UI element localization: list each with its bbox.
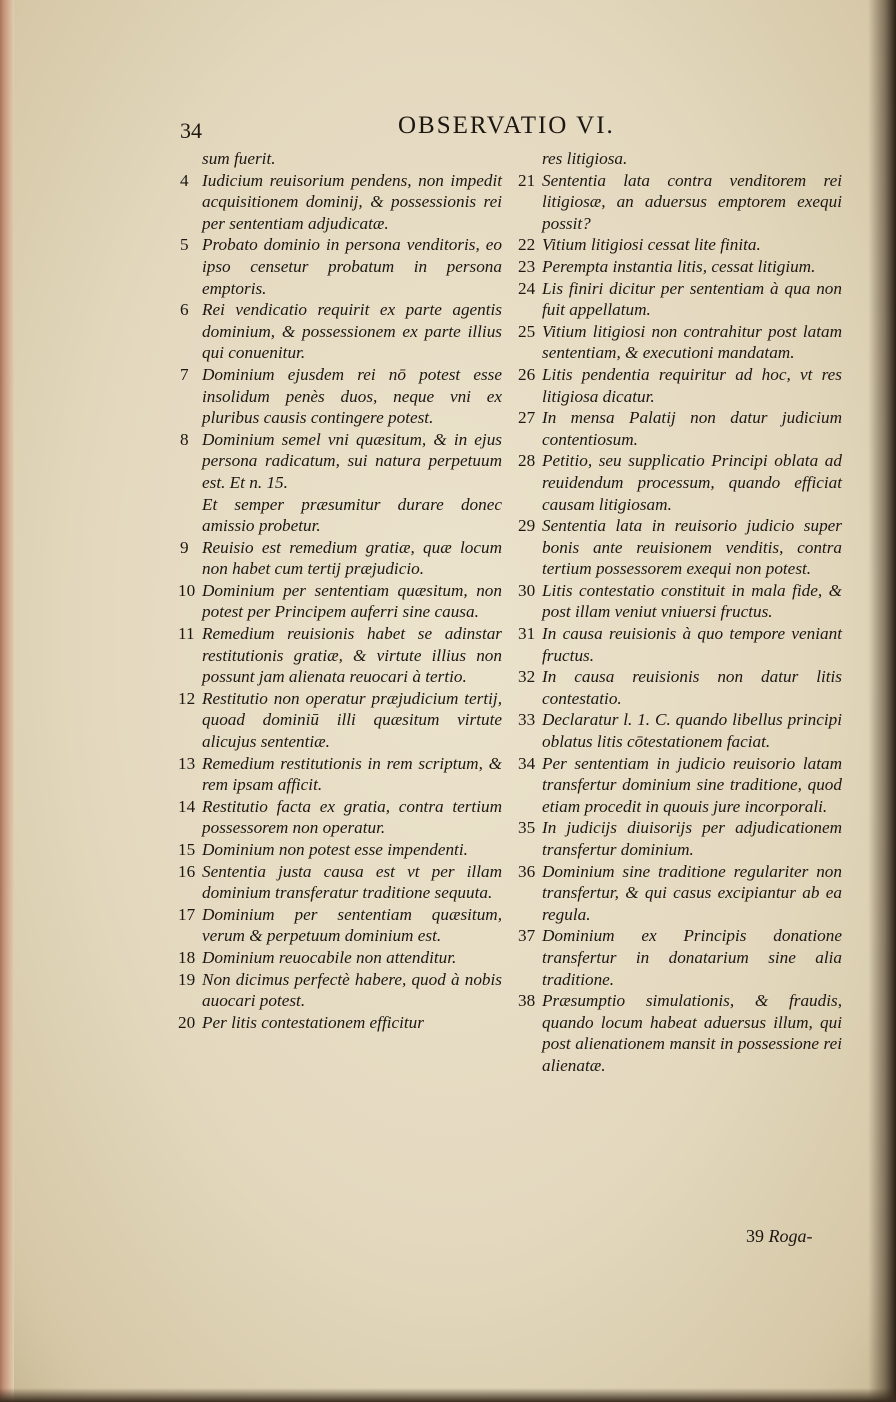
entry-number: 16 — [178, 861, 196, 881]
entry-number: 24 — [518, 278, 536, 298]
entry-text: Non dicimus perfectè habere, quod à nobis auocari potest. — [202, 969, 502, 1011]
entry-number: 23 — [518, 256, 536, 276]
summary-entry — [180, 537, 502, 580]
entry-text: Perempta instantia litis, cessat litigium. — [542, 256, 816, 276]
entry-number: 13 — [178, 753, 196, 773]
entry-text: Rei vendicatio requirit ex parte agentis dominium, & possessionem ex parte illius qui conuenitur. — [202, 300, 502, 363]
summary-entry — [520, 817, 842, 860]
entry-number: 14 — [178, 796, 196, 816]
left-column — [180, 148, 502, 1033]
entry-text: Lis finiri dicitur per sententiam à qua non fuit appellatum. — [542, 278, 842, 320]
summary-entry — [520, 364, 842, 407]
entry-number: 25 — [518, 321, 536, 341]
entry-text: Litis contestatio constituit in mala fide, & post illam veniut vniuersi fructus. — [542, 580, 842, 622]
catchword-text: Roga- — [768, 1226, 813, 1246]
entry-text: In mensa Palatij non datur judicium contentiosum. — [542, 408, 842, 449]
entry-number: 17 — [178, 904, 196, 924]
entry-number: 11 — [178, 624, 195, 644]
entry-text: Sententia lata contra venditorem rei litigiosæ, an aduersus emptorem exequi possit? — [542, 170, 842, 233]
entry-text: Probato dominio in persona venditoris, eo ipso censetur probatum in persona emptoris. — [202, 235, 502, 298]
entry-number: 9 — [180, 537, 189, 557]
catchword-number: 39 — [746, 1226, 764, 1246]
summary-entry — [180, 429, 502, 494]
entry-number: 30 — [518, 580, 536, 600]
entry-number: 37 — [518, 926, 536, 946]
entry-number: 6 — [180, 300, 189, 320]
entry-text: Vitium litigiosi non contrahitur post latam sententiam, & executioni mandatam. — [542, 321, 842, 363]
entry-text: Remedium restitutionis in rem scriptum, & rem ipsam afficit. — [202, 753, 502, 795]
page-left-edge — [0, 0, 14, 1402]
entry-number: 27 — [518, 408, 536, 428]
entry-number: 15 — [178, 840, 196, 859]
entry-text: Restitutio non operatur præjudicium tertij, quoad dominiū illi quæsitum virtute alicujus sententiæ. — [202, 688, 502, 752]
summary-entry — [520, 925, 842, 990]
entry-number: 28 — [518, 451, 536, 471]
entry-text: Præsumptio simulationis, & fraudis, quando locum habeat aduersus illum, qui post alienationem mansit in possessione rei alienatæ. — [542, 991, 842, 1075]
entry-text: res litigiosa. — [542, 149, 628, 168]
entry-text: Dominium ex Principis donatione transfertur in donatarium sine alia traditione. — [542, 926, 842, 989]
entry-text: Dominium non potest esse impendenti. — [202, 840, 468, 859]
summary-entry — [520, 450, 842, 515]
entry-text: Dominium reuocabile non attenditur. — [202, 947, 457, 967]
summary-entry — [520, 753, 842, 818]
summary-entry — [180, 688, 502, 753]
summary-entry — [180, 580, 502, 623]
entry-text: Reuisio est remedium gratiæ, quæ locum non habet cum tertij præjudicio. — [202, 537, 502, 579]
entry-number: 21 — [518, 170, 536, 190]
summary-entry — [180, 299, 502, 364]
summary-entry — [180, 494, 502, 537]
entry-text: sum fuerit. — [202, 149, 276, 168]
entry-text: Dominium ejusdem rei nō potest esse insolidum penès duos, neque vni ex pluribus causis contingere potest. — [202, 364, 502, 428]
entry-number: 20 — [178, 1012, 196, 1032]
page-right-shadow — [868, 0, 896, 1402]
summary-entry — [520, 515, 842, 580]
summary-entry — [180, 861, 502, 904]
entry-text: Vitium litigiosi cessat lite finita. — [542, 235, 761, 255]
entry-text: Remedium reuisionis habet se adinstar restitutionis gratiæ, & virtute illius non possunt jam alienata reuocari à tertio. — [202, 624, 502, 687]
entry-number: 12 — [178, 688, 196, 708]
entry-number: 18 — [178, 947, 196, 967]
right-column — [520, 148, 842, 1077]
entry-text: Et semper præsumitur durare donec amissio probetur. — [202, 494, 502, 536]
summary-entry — [180, 1012, 502, 1034]
entry-text: Dominium sine traditione regulariter non transfertur, & qui casus excipiantur ab ea regula. — [542, 861, 842, 924]
entry-text: Declaratur l. 1. C. quando libellus principi oblatus litis cōtestationem faciat. — [542, 710, 842, 752]
entry-text: Per litis contestationem efficitur — [202, 1012, 424, 1032]
entry-number: 34 — [518, 753, 536, 773]
summary-entry — [520, 623, 842, 666]
summary-entry — [180, 904, 502, 947]
entry-number: 35 — [518, 818, 536, 838]
entry-text: Dominium per sententiam quæsitum, non potest per Principem auferri sine causa. — [202, 580, 502, 622]
entry-text: In judicijs diuisorijs per adjudicationem transfertur dominium. — [542, 818, 842, 859]
entry-text: Petitio, seu supplicatio Principi oblata ad reuidendum processum, quando efficiat causam litigiosam. — [542, 451, 842, 514]
summary-entry — [520, 990, 842, 1076]
entry-text: Iudicium reuisorium pendens, non impedit acquisitionem dominij, & possessionis rei per sententiam adjudicatæ. — [202, 170, 502, 233]
summary-entry — [180, 753, 502, 796]
summary-entry — [520, 321, 842, 364]
summary-entry — [180, 623, 502, 688]
summary-entry — [520, 861, 842, 926]
summary-entry — [520, 234, 842, 256]
entry-text: Sententia lata in reuisorio judicio super bonis ante reuisionem venditis, contra tertium possessorem exequi non potest. — [542, 516, 842, 579]
entry-number: 26 — [518, 364, 536, 384]
summary-entry — [180, 364, 502, 429]
entry-text: Litis pendentia requiritur ad hoc, vt res litigiosa dicatur. — [542, 364, 842, 406]
summary-entry — [180, 234, 502, 299]
summary-entry — [520, 580, 842, 623]
summary-entry — [180, 969, 502, 1012]
entry-text: Dominium semel vni quæsitum, & in ejus persona radicatum, sui natura perpetuum est. Et n. 15. — [202, 429, 502, 492]
entry-text: Sententia justa causa est vt per illam dominium transferatur traditione sequuta. — [202, 861, 502, 903]
summary-entry — [520, 278, 842, 321]
summary-entry — [180, 839, 502, 861]
page-bottom-shadow — [0, 1388, 896, 1402]
entry-number: 29 — [518, 516, 536, 536]
summary-entry — [180, 148, 502, 170]
entry-number: 32 — [518, 667, 536, 687]
entry-number: 8 — [180, 429, 189, 449]
entry-text: Dominium per sententiam quæsitum, verum & perpetuum dominium est. — [202, 904, 502, 946]
summary-entry — [520, 170, 842, 235]
entry-text: In causa reuisionis à quo tempore veniant fructus. — [542, 624, 842, 665]
summary-entry — [180, 947, 502, 969]
entry-number: 4 — [180, 170, 189, 190]
entry-number: 7 — [180, 364, 189, 384]
entry-number: 33 — [518, 710, 536, 730]
summary-entry — [180, 796, 502, 839]
entry-text: Per sententiam in judicio reuisorio latam transfertur dominium sine traditione, quod etiam procedit in quouis jure incorporali. — [542, 753, 842, 816]
entry-number: 19 — [178, 969, 196, 989]
entry-text: Restitutio facta ex gratia, contra tertium possessorem non operatur. — [202, 796, 502, 838]
page-number: 34 — [180, 118, 202, 143]
summary-entry — [520, 148, 842, 170]
summary-entry — [520, 407, 842, 450]
entry-text: In causa reuisionis non datur litis contestatio. — [542, 667, 842, 708]
entry-number: 38 — [518, 991, 536, 1011]
entry-number: 22 — [518, 235, 536, 255]
summary-entry — [520, 666, 842, 709]
catchword — [746, 1226, 813, 1247]
summary-entry — [520, 709, 842, 752]
entry-number: 31 — [518, 624, 536, 644]
summary-entry — [180, 170, 502, 235]
entry-number: 36 — [518, 861, 536, 881]
summary-entry — [520, 256, 842, 278]
entry-number: 5 — [180, 235, 189, 255]
entry-number: 10 — [178, 580, 196, 600]
running-head: OBSERVATIO VI. — [398, 112, 615, 139]
